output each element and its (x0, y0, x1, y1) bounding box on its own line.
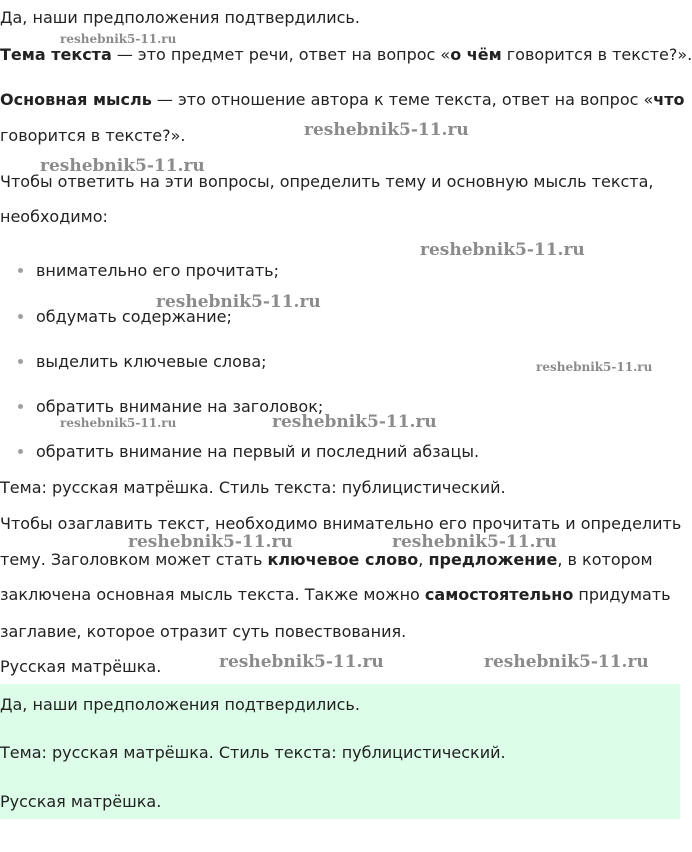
answer-line: Русская матрёшка. (0, 792, 162, 811)
title-advice-line4: заглавие, которое отразит суть повествования. (0, 622, 407, 641)
how-to-line2: необходимо: (0, 207, 108, 226)
watermark: reshebnik5-11.ru (60, 32, 177, 46)
keyword-term: ключевое слово (267, 550, 419, 569)
main-idea-def-part1: — это отношение автора к теме текста, ответ на вопрос « (151, 90, 654, 109)
watermark: reshebnik5-11.ru (272, 412, 437, 432)
title-advice-text: , в котором (557, 550, 653, 569)
title-advice-text: тему. Заголовком может стать (0, 550, 268, 569)
list-item: выделить ключевые слова; (36, 352, 267, 371)
answer-line: Да, наши предположения подтвердились. (0, 695, 360, 714)
watermark: reshebnik5-11.ru (40, 156, 205, 176)
list-bullet (18, 449, 23, 454)
watermark: reshebnik5-11.ru (219, 652, 384, 672)
list-bullet (18, 314, 23, 319)
title-advice-text: заключена основная мысль текста. Также можно (0, 585, 425, 604)
watermark: reshebnik5-11.ru (128, 532, 293, 552)
main-idea-def-question: что (653, 90, 685, 109)
title-advice-text: придумать (573, 585, 671, 604)
title-answer-text: Русская матрёшка. (0, 657, 162, 676)
title-advice-line2 (0, 550, 653, 569)
answer-line: Тема: русская матрёшка. Стиль текста: публицистический. (0, 743, 506, 762)
watermark: reshebnik5-11.ru (420, 240, 585, 260)
watermark: reshebnik5-11.ru (304, 120, 469, 140)
title-advice-line1: Чтобы озаглавить текст, необходимо внимательно его прочитать и определить (0, 514, 682, 533)
theme-def-question: о чём (450, 45, 502, 64)
intro-text: Да, наши предположения подтвердились. (0, 8, 360, 27)
theme-definition (0, 45, 692, 64)
sentence-term: предложение (428, 550, 558, 569)
theme-style-text: Тема: русская матрёшка. Стиль текста: публицистический. (0, 478, 506, 497)
answer-box (0, 684, 680, 819)
watermark: reshebnik5-11.ru (60, 416, 177, 430)
theme-def-part1: — это предмет речи, ответ на вопрос « (111, 45, 451, 64)
independently-term: самостоятельно (424, 585, 574, 604)
list-bullet (18, 268, 23, 273)
theme-term: Тема текста (0, 45, 112, 64)
list-item: обратить внимание на заголовок; (36, 397, 324, 416)
title-advice-line3 (0, 585, 671, 604)
how-to-line1: Чтобы ответить на эти вопросы, определить тему и основную мысль текста, (0, 172, 654, 191)
list-item: внимательно его прочитать; (36, 261, 279, 280)
main-idea-definition (0, 90, 685, 109)
watermark: reshebnik5-11.ru (392, 532, 557, 552)
list-item: обратить внимание на первый и последний абзацы. (36, 442, 480, 461)
list-bullet (18, 404, 23, 409)
main-idea-term: Основная мысль (0, 90, 152, 109)
watermark: reshebnik5-11.ru (536, 360, 653, 374)
watermark: reshebnik5-11.ru (484, 652, 649, 672)
title-advice-text: , (418, 550, 429, 569)
watermark: reshebnik5-11.ru (156, 292, 321, 312)
list-item: обдумать содержание; (36, 307, 232, 326)
main-idea-definition-line2: говорится в тексте?». (0, 126, 186, 145)
list-bullet (18, 359, 23, 364)
theme-def-part2: говорится в тексте?». (501, 45, 692, 64)
